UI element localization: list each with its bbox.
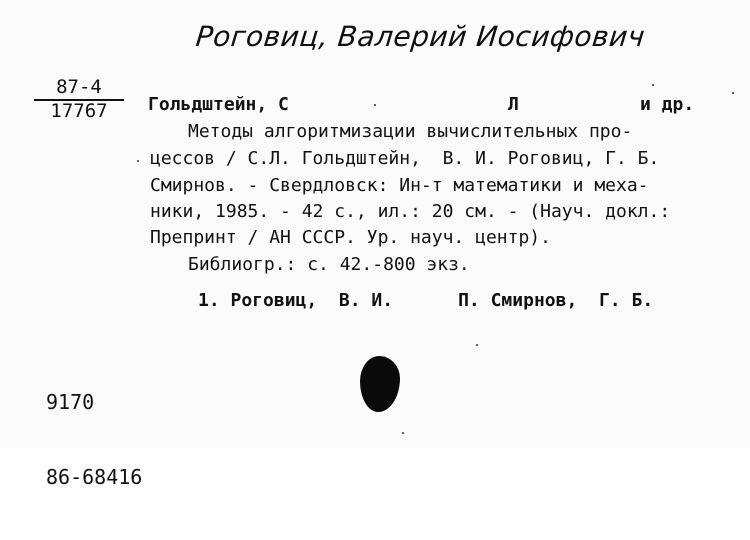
accession-number bbox=[46, 340, 142, 540]
entry-line-3: Смирнов. - Свердловск: Ин-т математики и меха- bbox=[150, 175, 649, 196]
author-initial: Л bbox=[508, 94, 519, 115]
ink-blot bbox=[360, 356, 400, 412]
handwritten-heading: Роговиц, Валерий Иосифович bbox=[194, 20, 647, 53]
entry-line-6: Библиогр.: с. 42.-800 экз. bbox=[188, 254, 470, 275]
speck bbox=[402, 432, 404, 434]
entry-line-5: Препринт / АН СССР. Ур. науч. центр). bbox=[150, 227, 551, 248]
accession-line-1: 9170 bbox=[46, 390, 95, 414]
speck bbox=[732, 92, 734, 94]
author-surname: Гольдштейн, С bbox=[148, 94, 289, 115]
speck bbox=[476, 344, 478, 346]
call-number-bottom: 17767 bbox=[50, 99, 108, 122]
accession-line-2: 86-68416 bbox=[46, 465, 143, 489]
speck bbox=[137, 160, 139, 162]
author-etal: и др. bbox=[640, 94, 695, 115]
speck bbox=[374, 104, 376, 106]
call-number bbox=[34, 78, 124, 122]
call-number-top: 87-4 bbox=[56, 76, 102, 98]
tracings: 1. Роговиц, В. И. П. Смирнов, Г. Б. bbox=[198, 290, 654, 311]
entry-line-2: цессов / С.Л. Гольдштейн, В. И. Роговиц, Г. Б. bbox=[150, 148, 660, 169]
entry-line-1: Методы алгоритмизации вычислительных про- bbox=[188, 121, 633, 142]
speck bbox=[652, 84, 654, 86]
entry-line-4: ники, 1985. - 42 с., ил.: 20 см. - (Науч. докл.: bbox=[150, 201, 671, 222]
